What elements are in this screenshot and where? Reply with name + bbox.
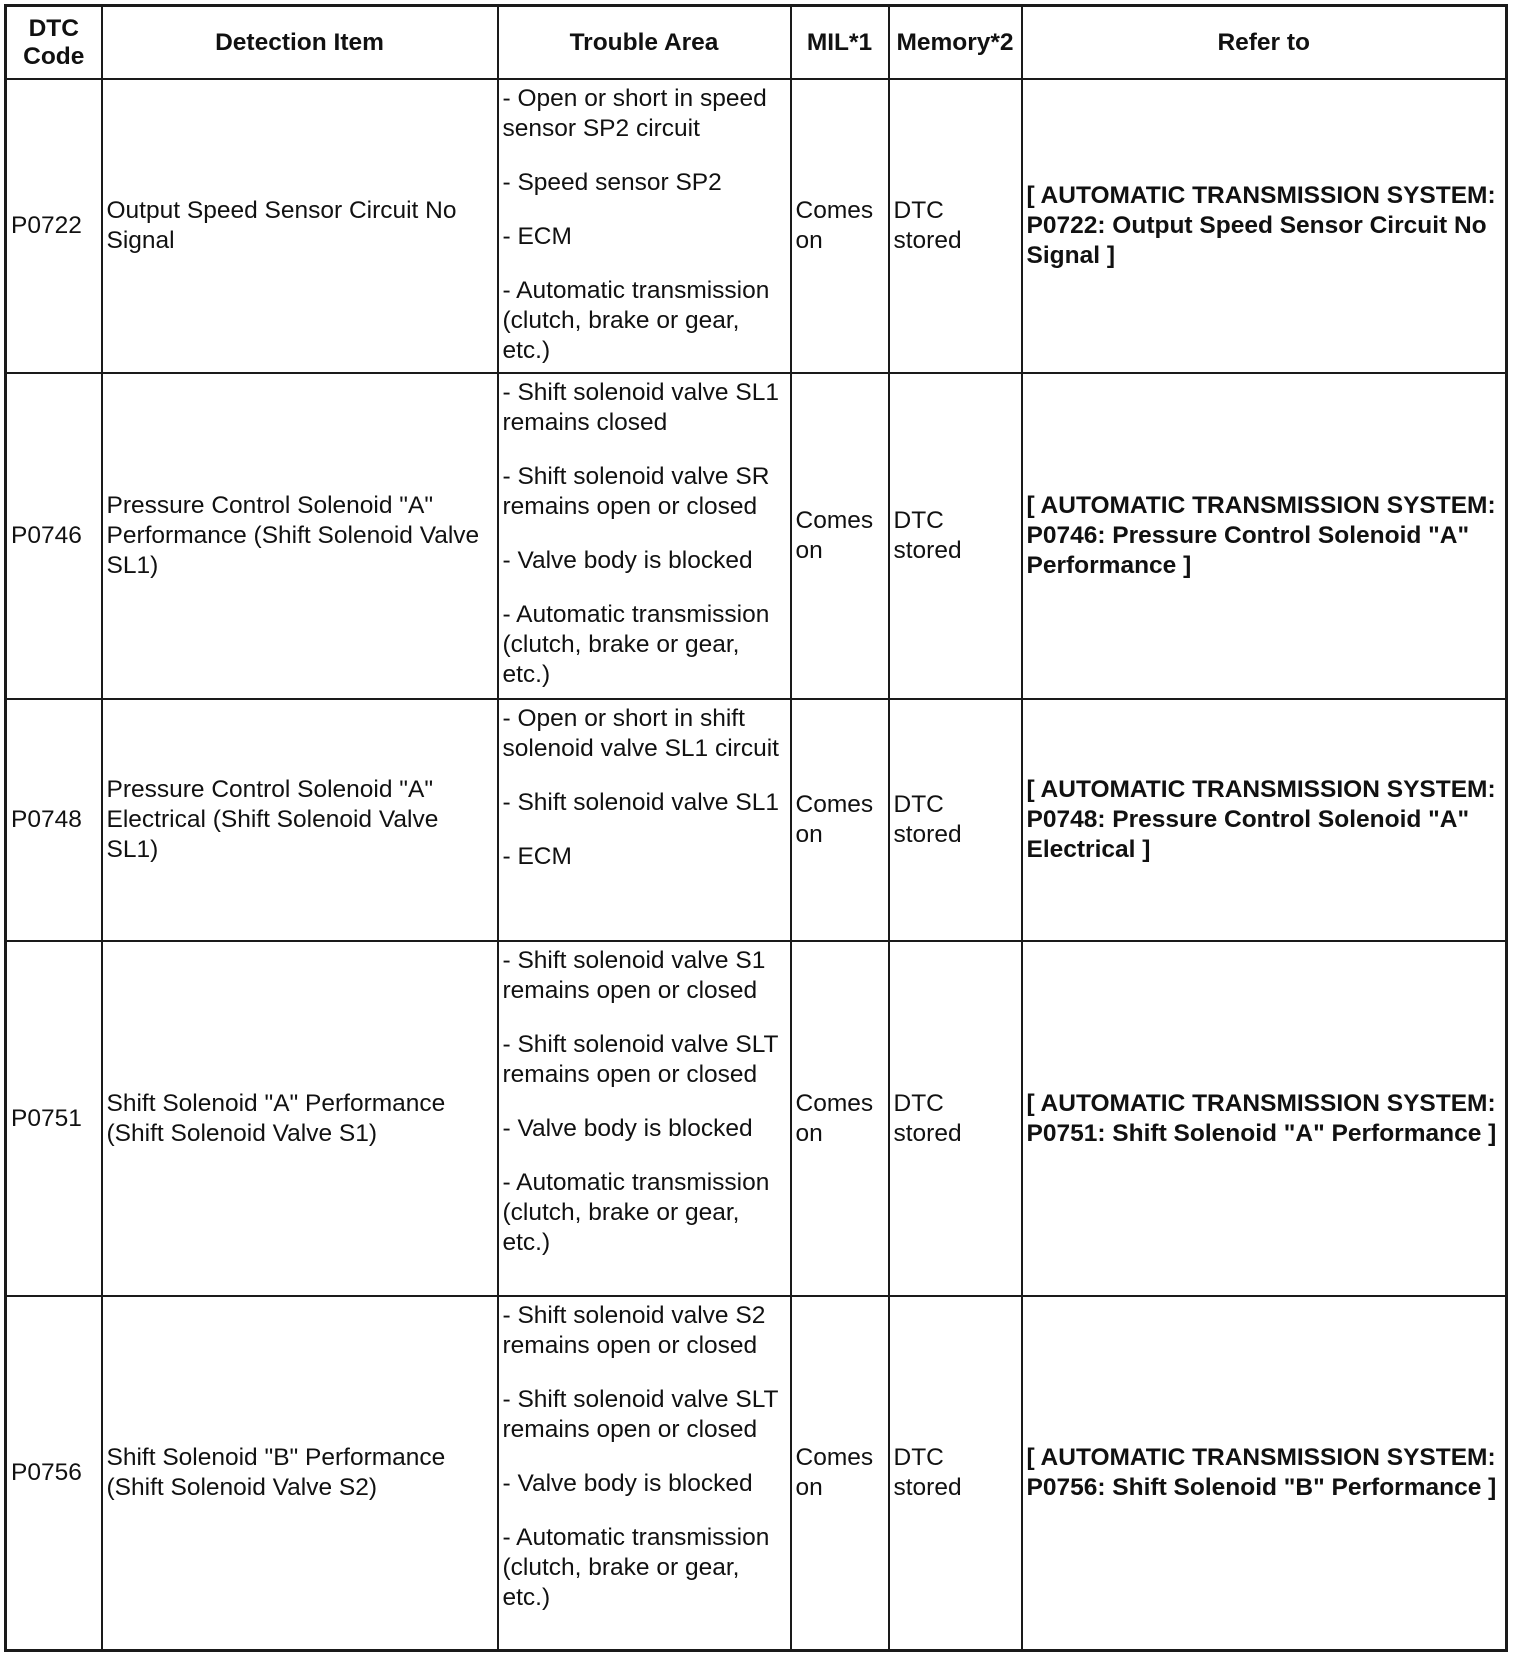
mil-cell: Comes on: [791, 699, 889, 941]
trouble-area-item: - ECM: [502, 843, 572, 870]
dtc-code-cell: P0722: [6, 79, 102, 373]
trouble-area-item: - Automatic transmission (clutch, brake or gear, etc.): [502, 1169, 770, 1256]
memory-cell: DTC stored: [889, 1296, 1022, 1651]
trouble-area-item: - ECM: [502, 223, 572, 250]
dtc-table: [4, 4, 1508, 1652]
detection-item-cell: Pressure Control Solenoid "A" Electrical (Shift Solenoid Valve SL1): [102, 699, 498, 941]
table-header-row: [6, 6, 1507, 80]
dtc-code-cell: P0748: [6, 699, 102, 941]
trouble-area-cell: [498, 373, 791, 699]
trouble-area-item: - Automatic transmission (clutch, brake or gear, etc.): [502, 601, 770, 688]
header-dtc-code: DTC Code: [6, 6, 102, 80]
memory-cell: DTC stored: [889, 79, 1022, 373]
refer-to-link[interactable]: [ AUTOMATIC TRANSMISSION SYSTEM: P0746: Pressure Control Solenoid "A" Performance ]: [1022, 373, 1507, 699]
dtc-table-container: [4, 4, 1508, 1652]
trouble-area-item: - Shift solenoid valve SR remains open or closed: [502, 463, 770, 520]
table-row: [6, 1296, 1507, 1651]
table-row: [6, 79, 1507, 373]
trouble-area-cell: [498, 79, 791, 373]
mil-cell: Comes on: [791, 79, 889, 373]
refer-to-link[interactable]: [ AUTOMATIC TRANSMISSION SYSTEM: P0748: Pressure Control Solenoid "A" Electrical ]: [1022, 699, 1507, 941]
trouble-area-item: - Valve body is blocked: [502, 547, 753, 574]
header-memory: Memory*2: [889, 6, 1022, 80]
trouble-area-item: - Shift solenoid valve S2 remains open or closed: [502, 1302, 766, 1359]
header-trouble-area: Trouble Area: [498, 6, 791, 80]
dtc-code-cell: P0751: [6, 941, 102, 1296]
trouble-area-item: - Automatic transmission (clutch, brake or gear, etc.): [502, 1524, 770, 1611]
trouble-area-cell: [498, 941, 791, 1296]
trouble-area-item: - Open or short in shift solenoid valve SL1 circuit: [502, 705, 779, 762]
table-row: [6, 373, 1507, 699]
trouble-area-item: - Valve body is blocked: [502, 1470, 753, 1497]
detection-item-cell: Shift Solenoid "B" Performance (Shift Solenoid Valve S2): [102, 1296, 498, 1651]
trouble-area-cell: [498, 1296, 791, 1651]
trouble-area-cell: [498, 699, 791, 941]
trouble-area-item: - Open or short in speed sensor SP2 circuit: [502, 85, 767, 142]
trouble-area-item: - Valve body is blocked: [502, 1115, 753, 1142]
memory-cell: DTC stored: [889, 699, 1022, 941]
mil-cell: Comes on: [791, 373, 889, 699]
mil-cell: Comes on: [791, 941, 889, 1296]
trouble-area-item: - Shift solenoid valve SLT remains open or closed: [502, 1031, 779, 1088]
table-row: [6, 699, 1507, 941]
dtc-code-cell: P0756: [6, 1296, 102, 1651]
refer-to-link[interactable]: [ AUTOMATIC TRANSMISSION SYSTEM: P0756: Shift Solenoid "B" Performance ]: [1022, 1296, 1507, 1651]
trouble-area-item: - Automatic transmission (clutch, brake or gear, etc.): [502, 277, 770, 364]
trouble-area-item: - Shift solenoid valve SL1 remains closed: [502, 379, 779, 436]
memory-cell: DTC stored: [889, 373, 1022, 699]
header-mil: MIL*1: [791, 6, 889, 80]
table-row: [6, 941, 1507, 1296]
refer-to-link[interactable]: [ AUTOMATIC TRANSMISSION SYSTEM: P0722: Output Speed Sensor Circuit No Signal ]: [1022, 79, 1507, 373]
header-refer-to: Refer to: [1022, 6, 1507, 80]
detection-item-cell: Output Speed Sensor Circuit No Signal: [102, 79, 498, 373]
mil-cell: Comes on: [791, 1296, 889, 1651]
detection-item-cell: Shift Solenoid "A" Performance (Shift Solenoid Valve S1): [102, 941, 498, 1296]
dtc-code-cell: P0746: [6, 373, 102, 699]
refer-to-link[interactable]: [ AUTOMATIC TRANSMISSION SYSTEM: P0751: Shift Solenoid "A" Performance ]: [1022, 941, 1507, 1296]
header-detection-item: Detection Item: [102, 6, 498, 80]
trouble-area-item: - Shift solenoid valve SLT remains open or closed: [502, 1386, 779, 1443]
trouble-area-item: - Speed sensor SP2: [502, 169, 722, 196]
memory-cell: DTC stored: [889, 941, 1022, 1296]
trouble-area-item: - Shift solenoid valve S1 remains open or closed: [502, 947, 766, 1004]
detection-item-cell: Pressure Control Solenoid "A" Performance (Shift Solenoid Valve SL1): [102, 373, 498, 699]
trouble-area-item: - Shift solenoid valve SL1: [502, 789, 779, 816]
